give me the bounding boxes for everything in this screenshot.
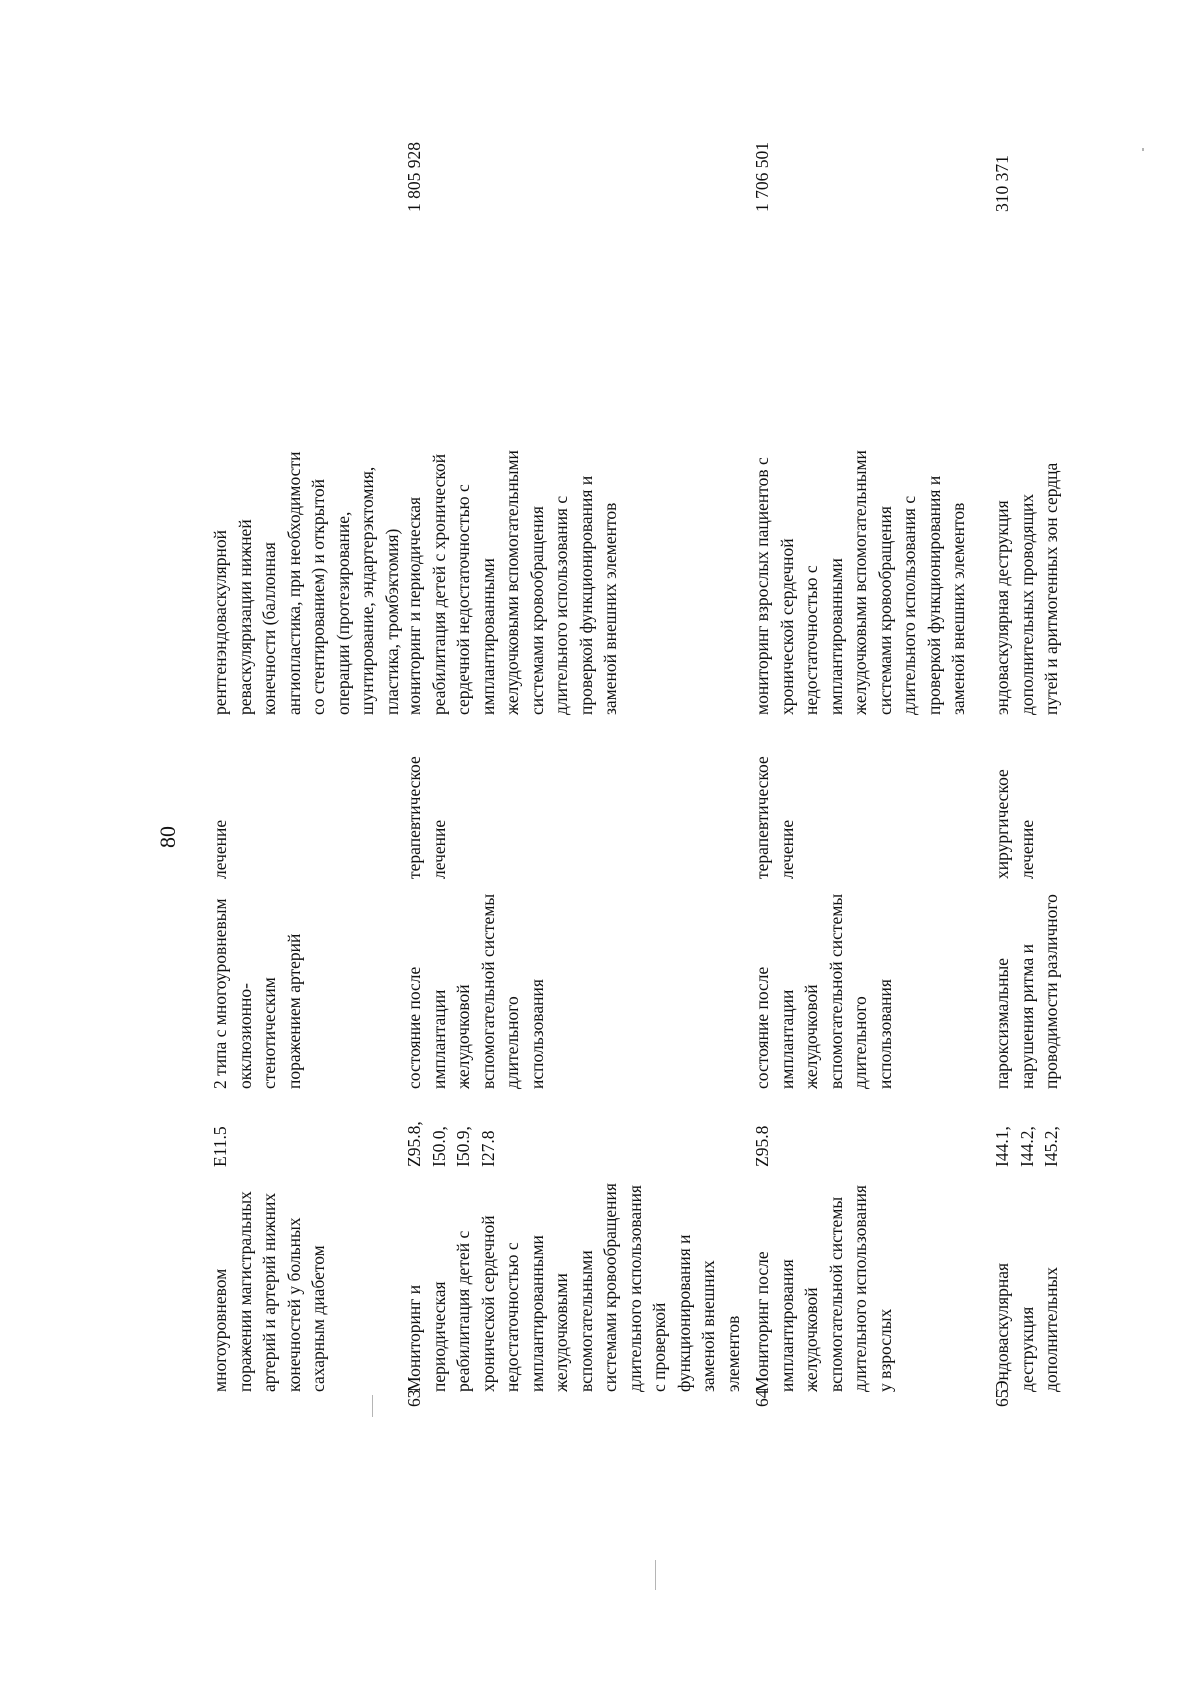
treatment-method-line: реваскуляризации нижней bbox=[234, 519, 255, 715]
patient-model-line: состояние после bbox=[404, 966, 424, 1089]
icd-code-line: Z95.8, bbox=[404, 1121, 424, 1167]
patient-model-line: состояние после bbox=[752, 966, 772, 1089]
patient-model-line: имплантации bbox=[776, 989, 797, 1089]
service-name-line: вспомогательной системы bbox=[825, 1196, 846, 1392]
treatment-type bbox=[990, 769, 1039, 879]
service-name-line: элементов bbox=[722, 1315, 743, 1392]
service-name-line: деструкция bbox=[1016, 1306, 1037, 1392]
service-name-line: Мониторинг после bbox=[752, 1251, 772, 1392]
service-name-line: реабилитация детей с bbox=[453, 1230, 473, 1392]
treatment-method-line: путей и аритмогенных зон сердца bbox=[1041, 462, 1061, 715]
treatment-method-line: длительного использования с bbox=[551, 495, 571, 715]
treatment-type-line: лечение bbox=[210, 819, 230, 879]
treatment-method-line: реабилитация детей с хронической bbox=[428, 453, 449, 715]
price-value: 310 371 bbox=[992, 155, 1012, 212]
treatment-method-line: эндоваскулярная деструкция bbox=[992, 500, 1012, 715]
treatment-method-line: имплантированными bbox=[825, 558, 846, 715]
treatment-type bbox=[402, 756, 451, 879]
service-name-line: имплантирования bbox=[776, 1259, 797, 1392]
price-value: 1 805 928 bbox=[404, 142, 424, 212]
service-name bbox=[402, 1183, 745, 1392]
icd-code-line: Z95.8 bbox=[752, 1125, 772, 1167]
treatment-method bbox=[750, 450, 971, 715]
service-name-line: поражении магистральных bbox=[234, 1191, 255, 1392]
patient-model-line: стенотическим bbox=[259, 977, 279, 1089]
icd-code bbox=[990, 1126, 1064, 1167]
patient-model-line: вспомогательной системы bbox=[825, 893, 846, 1089]
service-name-line: недостаточностью с bbox=[502, 1242, 522, 1392]
patient-model-line: использования bbox=[874, 979, 895, 1089]
treatment-method-line: со стентированием) и открытой bbox=[308, 479, 328, 715]
patient-model-line: имплантации bbox=[428, 989, 449, 1089]
icd-code bbox=[750, 1126, 775, 1167]
service-name bbox=[750, 1185, 897, 1392]
row-number: 65 bbox=[992, 1389, 1012, 1407]
icd-code-line: E11.5 bbox=[210, 1126, 230, 1167]
treatment-method-line: конечности (баллонная bbox=[259, 542, 279, 715]
service-name-line: желудочковыми bbox=[551, 1273, 571, 1392]
treatment-method-line: проверкой функционирования и bbox=[575, 475, 596, 715]
treatment-type bbox=[208, 820, 233, 879]
service-name-line: желудочковой bbox=[801, 1287, 821, 1392]
treatment-method-line: мониторинг и периодическая bbox=[404, 496, 424, 715]
treatment-type-line: терапевтическое bbox=[404, 756, 424, 879]
treatment-method-line: системами кровообращения bbox=[874, 506, 895, 715]
icd-code-line: I50.9, bbox=[453, 1126, 473, 1167]
price-value: 1 706 501 bbox=[752, 142, 772, 212]
patient-model-line: 2 типа с многоуровневым bbox=[210, 898, 230, 1089]
icd-code-line: I27.8 bbox=[477, 1130, 498, 1167]
treatment-type-line: хирургическое bbox=[992, 769, 1012, 879]
treatment-method bbox=[990, 463, 1064, 715]
service-name-line: артерий и артерий нижних bbox=[259, 1192, 279, 1392]
treatment-method-line: желудочковыми вспомогательными bbox=[850, 450, 870, 715]
treatment-method-line: мониторинг взрослых пациентов с bbox=[752, 457, 772, 715]
patient-model bbox=[990, 894, 1064, 1089]
patient-model-line: длительного bbox=[502, 996, 522, 1089]
service-name-line: конечностей у больных bbox=[283, 1217, 304, 1392]
treatment-method-line: системами кровообращения bbox=[526, 506, 547, 715]
service-name-line: многоуровневом bbox=[210, 1268, 230, 1392]
treatment-type-line: лечение bbox=[1016, 819, 1037, 879]
patient-model-line: окклюзионно- bbox=[234, 983, 255, 1089]
service-name-line: имплантированными bbox=[526, 1235, 547, 1392]
patient-model bbox=[750, 894, 897, 1089]
patient-model-line: использования bbox=[526, 979, 547, 1089]
treatment-method bbox=[208, 452, 404, 715]
icd-code-line: I50.0, bbox=[428, 1126, 449, 1167]
patient-model-line: длительного bbox=[850, 996, 870, 1089]
service-name bbox=[208, 1191, 331, 1392]
patient-model-line: поражением артерий bbox=[283, 933, 304, 1089]
treatment-method-line: заменой внешних элементов bbox=[600, 502, 620, 715]
row-number: 63 bbox=[404, 1389, 424, 1407]
treatment-method bbox=[402, 450, 623, 715]
icd-code-line: I45.2, bbox=[1041, 1126, 1061, 1167]
treatment-method-line: недостаточностью с bbox=[801, 565, 821, 715]
treatment-method-line: дополнительных проводящих bbox=[1016, 493, 1037, 715]
patient-model-line: вспомогательной системы bbox=[477, 893, 498, 1089]
service-name-line: сахарным диабетом bbox=[308, 1245, 328, 1392]
patient-model-line: пароксизмальные bbox=[992, 958, 1012, 1089]
treatment-method-line: пластика, тромбэктомия) bbox=[381, 528, 402, 715]
treatment-method-line: хронической сердечной bbox=[776, 538, 797, 715]
icd-code-line: I44.2, bbox=[1016, 1126, 1037, 1167]
icd-code bbox=[402, 1121, 500, 1167]
treatment-type bbox=[750, 756, 799, 879]
treatment-type-line: терапевтическое bbox=[752, 756, 772, 879]
icd-code bbox=[208, 1126, 233, 1167]
icd-code-line: I44.1, bbox=[992, 1126, 1012, 1167]
scan-line bbox=[655, 1560, 656, 1590]
patient-model-line: проводимости различного bbox=[1041, 894, 1061, 1089]
patient-model-line: желудочковой bbox=[801, 984, 821, 1089]
patient-model bbox=[208, 898, 306, 1089]
service-name-line: хронической сердечной bbox=[477, 1215, 498, 1392]
page-number: 80 bbox=[155, 826, 180, 848]
treatment-method-line: заменой внешних элементов bbox=[948, 502, 968, 715]
treatment-method-line: желудочковыми вспомогательными bbox=[502, 450, 522, 715]
treatment-method-line: шунтирование, эндартерэктомия, bbox=[357, 466, 377, 715]
treatment-method-line: проверкой функционирования и bbox=[923, 475, 944, 715]
patient-model bbox=[402, 894, 549, 1089]
service-name-line: у взрослых bbox=[874, 1308, 895, 1392]
service-name-line: Эндоваскулярная bbox=[992, 1262, 1012, 1392]
service-name-line: вспомогательными bbox=[575, 1250, 596, 1392]
scan-speck bbox=[1142, 148, 1144, 151]
patient-model-line: нарушения ритма и bbox=[1016, 943, 1037, 1089]
service-name-line: системами кровообращения bbox=[600, 1183, 620, 1392]
service-name-line: длительного использования bbox=[624, 1185, 645, 1392]
treatment-method-line: имплантированными bbox=[477, 558, 498, 715]
treatment-method-line: операции (протезирование, bbox=[332, 511, 353, 715]
patient-model-line: желудочковой bbox=[453, 984, 473, 1089]
service-name-line: заменой внешних bbox=[698, 1260, 718, 1392]
scan-line bbox=[372, 1395, 373, 1417]
service-name-line: функционирования и bbox=[673, 1234, 694, 1392]
treatment-type-line: лечение bbox=[428, 819, 449, 879]
service-name bbox=[990, 1263, 1064, 1392]
service-name-line: дополнительных bbox=[1041, 1266, 1061, 1392]
treatment-method-line: сердечной недостаточностью с bbox=[453, 484, 473, 715]
treatment-method-line: рентгенэндоваскулярной bbox=[210, 530, 230, 715]
row-number: 64 bbox=[752, 1389, 772, 1407]
treatment-method-line: ангиопластика, при необходимости bbox=[283, 451, 304, 715]
treatment-method-line: длительного использования с bbox=[899, 495, 919, 715]
service-name-line: длительного использования bbox=[850, 1185, 870, 1392]
treatment-type-line: лечение bbox=[776, 819, 797, 879]
service-name-line: периодическая bbox=[428, 1281, 449, 1392]
service-name-line: Мониторинг и bbox=[404, 1284, 424, 1392]
service-name-line: с проверкой bbox=[649, 1302, 669, 1392]
